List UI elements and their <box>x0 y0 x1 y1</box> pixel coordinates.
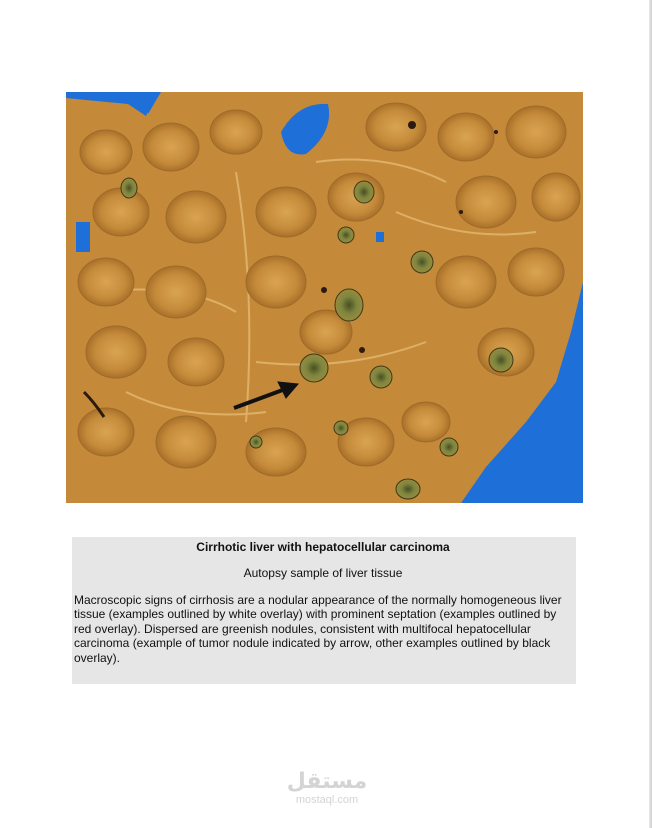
caption-title: Cirrhotic liver with hepatocellular carcinoma <box>196 540 450 554</box>
caption-body: Macroscopic signs of cirrhosis are a nodular appearance of the normally homogeneous liver tissue (examples outlined by white overlay) with prominent septation (examples outlined by red overlay). Dispersed are greenish nodules, consistent with multifocal hepatocellular carcinoma (example of tumor nodule indicated by arrow, other examples outlined by black overlay). <box>74 593 562 665</box>
watermark-domain: mostaql.com <box>295 794 359 806</box>
liver-photo-drawing <box>66 92 583 503</box>
watermark-logo: مستقل <box>286 769 368 794</box>
caption-subtitle: Autopsy sample of liver tissue <box>243 566 403 580</box>
caption-box <box>72 537 576 684</box>
liver-photo <box>66 92 583 503</box>
watermark <box>286 770 368 806</box>
